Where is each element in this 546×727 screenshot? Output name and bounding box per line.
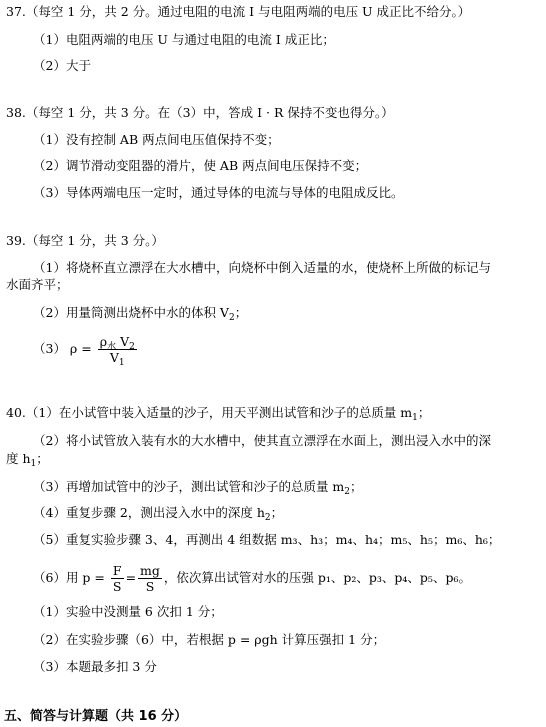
- q40-step-1-end: ；: [417, 405, 431, 420]
- q40-step-2b-text: 度 h: [6, 451, 31, 466]
- q40-step-2a: （2）将小试管放入装有水的大水槽中，使其直立漂浮在水面上，测出浸入水中的深: [33, 433, 491, 448]
- section-5-title: 五、简答与计算题（共 16 分）: [4, 709, 188, 724]
- volume-v: V: [116, 334, 130, 349]
- q40-step-6: [33, 560, 471, 596]
- q39-answer-2-sub: 2: [228, 313, 235, 323]
- q39-answer-2: [33, 305, 247, 321]
- rho-water-sub: 水: [107, 342, 117, 352]
- q37-answer-2: （2）大于: [33, 58, 91, 73]
- q40-header: [6, 405, 430, 421]
- q40-step-1: 40.（1）在小试管中装入适量的沙子，用天平测出试管和沙子的总质量 m: [6, 405, 413, 420]
- density-formula-fraction: [98, 334, 137, 368]
- q40-step-4-text: （4）重复步骤 2，测出浸入水中的深度 h: [33, 505, 265, 520]
- density-numerator: [98, 334, 137, 350]
- q40-step-2b-sub: 1: [30, 459, 37, 469]
- volume-v1-sub: 1: [118, 358, 125, 368]
- weight-numerator: mg: [140, 563, 160, 578]
- area-denominator-2: S: [145, 579, 155, 594]
- equals-sign: =: [125, 570, 137, 585]
- q38-header: 38.（每空 1 分，共 3 分。在（3）中，答成 I · R 保持不变也得分。）: [6, 105, 394, 120]
- q39-answer-3: [33, 331, 139, 367]
- q40-step-3-text: （3）再增加试管中的沙子，测出试管和沙子的总质量 m: [33, 479, 345, 494]
- q40-step-4: [33, 505, 283, 521]
- q40-step-2b-end: ；: [36, 451, 49, 466]
- q40-step-2b: [6, 451, 49, 467]
- rho-symbol: ρ: [99, 334, 108, 349]
- volume-v1: V: [109, 350, 119, 365]
- q40-step-3-sub: 2: [344, 487, 351, 497]
- q40-step-6-label: （6）用 p =: [33, 570, 105, 585]
- q40-step-1-sub: 1: [412, 413, 418, 423]
- pressure-fraction-mgs: [138, 563, 162, 594]
- q40-step-3-end: ；: [350, 479, 363, 494]
- q39-answer-2-text: （2）用量筒测出烧杯中水的体积 V: [33, 305, 229, 320]
- q37-header: 37.（每空 1 分，共 2 分。通过电阻的电流 I 与电阻两端的电压 U 成正比不给分。）: [6, 4, 471, 19]
- q39-answer-1a: （1）将烧杯直立漂浮在大水槽中，向烧杯中倒入适量的水，使烧杯上所做的标记与: [33, 260, 491, 275]
- q39-answer-1b: 水面齐平；: [6, 277, 69, 292]
- q39-answer-3-label: （3） ρ =: [33, 341, 92, 356]
- volume-v2-sub: 2: [129, 342, 135, 352]
- area-denominator: S: [112, 579, 122, 594]
- q37-answer-1: （1）电阻两端的电压 U 与通过电阻的电流 I 成正比；: [33, 32, 335, 47]
- density-denominator: [98, 350, 137, 368]
- q40-step-3: [33, 479, 363, 495]
- q39-header: 39.（每空 1 分，共 3 分。）: [6, 233, 164, 248]
- q40-step-5: （5）重复实验步骤 3、4，再测出 4 组数据 m₃、h₃；m₄、h₄；m₅、h₅；m₆、h₆；: [33, 532, 501, 547]
- q39-answer-2-end: ；: [234, 305, 248, 320]
- q40-note-1: （1）实验中没测量 6 次扣 1 分；: [33, 604, 223, 619]
- force-numerator: F: [112, 563, 122, 578]
- q40-step-6-end: ，依次算出试管对水的压强 p₁、p₂、p₃、p₄、p₅、p₆。: [163, 570, 471, 585]
- q40-step-4-end: ；: [270, 505, 284, 520]
- q38-answer-2: （2）调节滑动变阻器的滑片，使 AB 两点间电压保持不变；: [33, 158, 368, 173]
- q40-step-4-sub: 2: [264, 513, 271, 523]
- q38-answer-1: （1）没有控制 AB 两点间电压值保持不变；: [33, 132, 280, 147]
- q40-note-2: （2）在实验步骤（6）中，若根据 p = ρgh 计算压强扣 1 分；: [33, 632, 386, 647]
- q38-answer-3: （3）导体两端电压一定时，通过导体的电流与导体的电阻成反比。: [33, 185, 404, 200]
- q40-note-3: （3）本题最多扣 3 分: [33, 659, 157, 674]
- pressure-fraction-fs: [111, 563, 124, 594]
